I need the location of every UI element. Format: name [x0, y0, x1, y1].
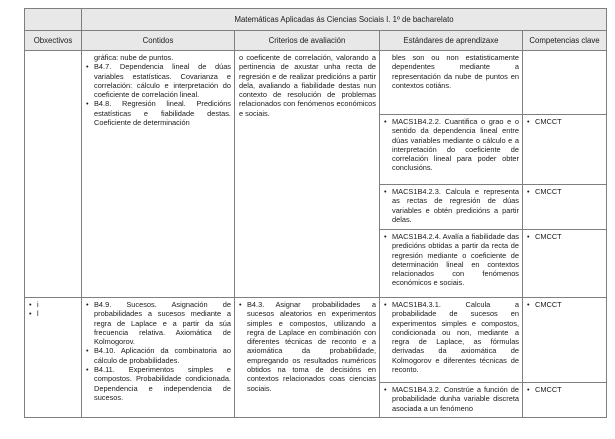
- bullet-icon: •: [527, 385, 530, 394]
- header-obxectivos: Obxectivos: [25, 31, 82, 51]
- header-competencias: Competencias clave: [523, 31, 607, 51]
- row1-competencia-4: • CMCCT: [523, 230, 607, 298]
- row2-criterios: • B4.3. Asignar probabilidades a sucesos aleatorios en experimentos simples e compostos, utilizando a regra de Laplace en combinación con diferentes técnicas de reconto e a axiomática da probabilidade, empregando os resultados numéricos obtidos na toma de decisións en contextos relacionados coas ciencias sociais.: [235, 298, 380, 418]
- bullet-icon: •: [86, 300, 89, 309]
- bullet-icon: •: [29, 300, 32, 309]
- row1-obxectivos: [25, 51, 82, 298]
- bullet-icon: •: [384, 385, 387, 394]
- row1-criterios: o coeficente de correlación, valorando a pertinencia de axustar unha recta de regresión e de realizar predicións a partir dela, avaliando a fiabilidade destas nun contexto de resolución de problemas relacionados con fenómenos económicos e sociais.: [235, 51, 380, 298]
- bullet-icon: •: [384, 232, 387, 241]
- row1-competencia-3: • CMCCT: [523, 185, 607, 230]
- bullet-icon: •: [86, 365, 89, 375]
- row1-estandar-4: • MACS1B4.2.4. Avalía a fiabilidade das predicións obtidas a partir da recta de regresión mediante o coeficiente de determinación lineal en contextos relacionados con fenómenos económicos e sociais.: [380, 230, 523, 298]
- bullet-icon: •: [86, 99, 89, 109]
- bullet-icon: •: [384, 187, 387, 196]
- table-title-spacer: [25, 9, 82, 31]
- header-contidos: Contidos: [82, 31, 235, 51]
- contidos-item: • B4.8. Regresión lineal. Predicións estatísticas e fiabilidade destas. Coeficiente de determinación: [86, 99, 231, 128]
- bullet-icon: •: [384, 300, 387, 309]
- row1-estandar-3: • MACS1B4.2.3. Calcula e representa as rectas de regresión de dúas variables e obtén predicións a partir delas.: [380, 185, 523, 230]
- row1-estandar-2: • MACS1B4.2.2. Cuantifica o grao e o sentido da dependencia lineal entre dúas variables mediante o cálculo e a interpretación do coeficiente de correlación lineal para poder obter conclusións.: [380, 115, 523, 185]
- row2-estandar-1: • MACS1B4.3.1. Calcula a probabilidade de sucesos en experimentos simples e compostos, condicionada ou non, mediante a regra de Laplace, as fórmulas derivadas da axiomática de Kolmogorov e diferentes técnicas de reconto.: [380, 298, 523, 383]
- row1-competencia-2: • CMCCT: [523, 115, 607, 185]
- bullet-icon: •: [384, 117, 387, 126]
- contidos-item: • B4.7. Dependencia lineal de dúas variables estatísticas. Covarianza e correlación: cálculo e interpretación do coeficiente de correlación lineal.: [86, 62, 231, 100]
- bullet-icon: •: [29, 309, 32, 319]
- obxectivo-item: • l: [29, 309, 39, 319]
- row2-competencia-2: • CMCCT: [523, 383, 607, 418]
- row1-estandar-1: bles son ou non estatisticamente dependentes mediante a representación da nube de puntos en contextos cotiáns.: [380, 51, 523, 115]
- bullet-icon: •: [527, 187, 530, 196]
- bullet-icon: •: [86, 346, 89, 356]
- contidos-item: gráfica: nube de puntos.: [94, 53, 174, 62]
- row1-contidos: [82, 51, 235, 298]
- bullet-icon: •: [527, 300, 530, 309]
- row2-contidos: [82, 298, 235, 418]
- bullet-icon: •: [239, 300, 242, 309]
- contidos-item: • B4.9. Sucesos. Asignación de probabilidades a sucesos mediante a regra de Laplace e a partir da súa frecuencia relativa. Axiomática de Kolmogorov.: [86, 300, 231, 347]
- bullet-icon: •: [527, 232, 530, 241]
- header-estandares: Estándares de aprendizaxe: [380, 31, 523, 51]
- table-title: Matemáticas Aplicadas ás Ciencias Sociais I. 1º de bacharelato: [82, 9, 607, 31]
- contidos-item: • B4.11. Experimentos simples e compostos. Probabilidade condicionada. Dependencia e independencia de sucesos.: [86, 365, 231, 402]
- bullet-icon: •: [527, 117, 530, 126]
- obxectivo-item: • i: [29, 300, 39, 309]
- header-criterios: Criterios de avaliación: [235, 31, 380, 51]
- contidos-item: • B4.10. Aplicación da combinatoria ao cálculo de probabilidades.: [86, 346, 231, 365]
- row1-competencia-1: [523, 51, 607, 115]
- row2-competencia-1: • CMCCT: [523, 298, 607, 383]
- row2-estandar-2: • MACS1B4.3.2. Constrúe a función de probabilidade dunha variable discreta asociada a un fenómeno: [380, 383, 523, 418]
- bullet-icon: •: [86, 62, 89, 72]
- row2-obxectivos: [25, 298, 82, 418]
- curriculum-table: [24, 8, 607, 418]
